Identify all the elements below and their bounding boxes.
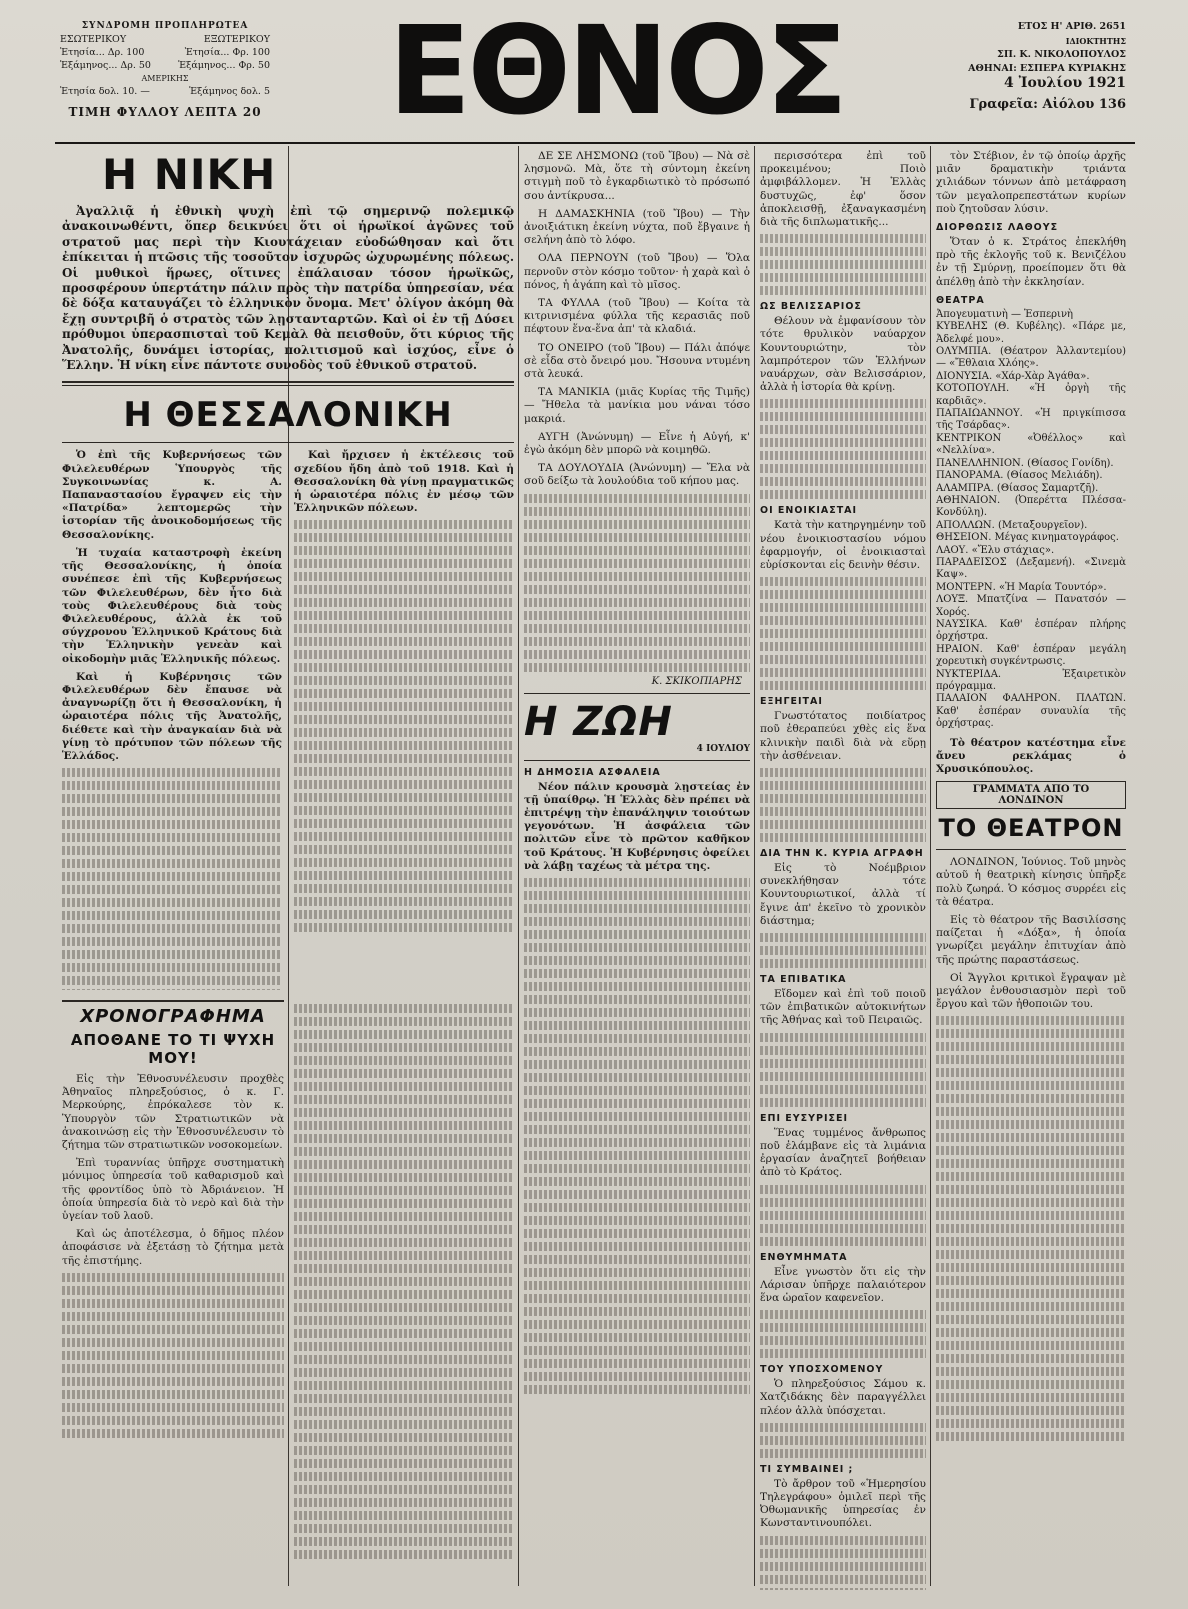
- owner-label: ΙΔΙΟΚΤΗΤΗΣ: [1065, 36, 1126, 46]
- theatre-listing: ΚΟΤΟΠΟΥΛΗ. «Ἡ ὀργὴ τῆς καρδιᾶς».: [936, 383, 1126, 407]
- section-heading: ΤΙ ΣΥΜΒΑΙΝΕΙ ;: [760, 1463, 854, 1475]
- city-line: ΑΘΗΝΑΙ: ΕΣΠΕΡΑ ΚΥΡΙΑΚΗΣ: [968, 63, 1126, 74]
- lead-articles: [62, 150, 514, 990]
- london-letters-label: ΓΡΑΜΜΑΤΑ ΑΠΟ ΤΟ ΛΟΝΔΙΝΟΝ: [936, 781, 1126, 809]
- theatre-listing: ΟΛΥΜΠΙΑ. (Θέατρον Ἀλλαντεμίου) — «Ἔθλαια Χλόης».: [936, 346, 1126, 370]
- thessaloniki-paragraph: Ἡ τυχαία καταστροφὴ ἐκείνη τῆς Θεσσαλονίκης, ἡ ὁποία συνέπεσε ἐπὶ τῆς Κυβερνήσεως τῶν Φιλελευθέρων, δὲν ἦτο διὰ τοὺς Φιλελευθέρους διὰ τοὺς Φιλελευθέρους, ἀλλὰ ἐκ τοῦ σύγχρονου Ἑλληνικοῦ Κράτους διὰ τὴν Ἑλληνικὴν γενεὰν καὶ οἰκοδομὴν μιᾶς Ἑλληνικῆς πόλεως.: [62, 546, 282, 665]
- article-paragraph: Εἶνε γνωστὸν ὅτι εἰς τὴν Λάρισαν ὑπῆρχε παλαιότερον ἕνα ὡραῖον καφενεῖον.: [760, 1265, 926, 1304]
- illegible-text: [524, 494, 750, 672]
- theatre-listing: ΠΑΝΕΛΛΗΝΙΟΝ. (Θίασος Γονίδη).: [936, 457, 1114, 469]
- nike-article: Ἀγαλλιᾷ ἡ ἐθνικὴ ψυχὴ ἐπὶ τῷ σημερινῷ πολεμικῷ ἀνακοινωθέντι, ὅπερ δεικνύει ὅτι οἱ ἡρωϊκοί ἀγῶνες τοῦ στρατοῦ μας περὶ τὴν Κιουτάχειαν εὐοδώθησαν καὶ ὅτι ἐπίκειται ἡ πτῶσις τῆς τοσοῦτον ἰσχυρῶς ὠχυρωμένης πόλεως. Οἱ μυθικοὶ ἥρωες, οἵτινες ἐπάλαισαν τόσον ἡρωϊκῶς, προσφέρουν ὑπερτάτην πάλιν πρὸς τὴν πατρίδα ὑπηρεσίαν, νέα δὲ δόξα καταυγάζει τὸ ἑλληνικὸν ὄνομα. Μετ' ὀλίγον ἀκόμη θὰ ἔχῃ συντριβῆ ὁ στρατὸς τῶν λῃστανταρτῶν. Καὶ οἱ ἐν τῇ Δύσει πρόθυμοι ὑπερασπισταὶ τοῦ Κεμὰλ θὰ πεισθοῦν, ὅτι κύριος τῆς Ἀνατολῆς, δυνάμει ἱστορίας, πολιτισμοῦ καὶ ἰσχύος, εἶνε ὁ Ἕλλην. Ἡ νίκη εἶνε πάντοτε συνοδὸς τοῦ ἐθνικοῦ στρατοῦ.: [62, 204, 514, 373]
- article-paragraph: Εἰς τὸ Νοέμβριον συνεκλήθησαν τότε Κουντουριωτικοί, ἀλλὰ τί ἔγινε ἀπ' ἐκεῖνο τὸ χρονικὸν διάστημα;: [760, 862, 926, 927]
- interior-label: ΕΣΩΤΕΡΙΚΟΥ: [60, 34, 127, 45]
- poem: ΤΑ ΜΑΝΙΚΙΑ (μιᾶς Κυρίας τῆς Τιμῆς) — Ἤθελα τὰ μανίκια μου νάναι τόσο μακριά.: [524, 386, 750, 425]
- illegible-text: [294, 520, 514, 932]
- exterior-label: ΕΞΩΤΕΡΙΚΟΥ: [203, 34, 270, 45]
- theatre-listing: ΗΡΑΙΟΝ. Καθ' ἑσπέραν μεγάλη χορευτικὴ συγκέντρωσις.: [936, 643, 1126, 668]
- zoi-article: Νέον πάλιν κρουσμὰ λῃστείας ἐν τῇ ὑπαίθρῳ. Ἡ Ἑλλὰς δὲν πρέπει νὰ ἐπιτρέψῃ τὴν ἐπανάληψιν τοιούτων γεγονότων. Ἡ ἀσφάλεια τῶν πολιτῶν εἶνε τὸ πρῶτον καθῆκον τοῦ Κράτους. Ἡ Κυβέρνησις ὀφείλει νὰ λάβῃ ταχέως τὰ μέτρα της.: [524, 780, 750, 872]
- masthead-area: [0, 0, 1188, 150]
- illegible-text: [294, 1004, 514, 1559]
- article-paragraph: Ἕνας τυμμένος ἄνθρωπος ποῦ ἐλάμβανε εἰς τὰ λιμάνια ἐργασίαν ἀναζητεῖ βοήθειαν ἀπὸ τὸ Κράτος.: [760, 1126, 926, 1179]
- theatre-listing: ΑΛΑΜΠΡΑ. (Θίασος Σαμαρτζῆ).: [936, 482, 1099, 494]
- theatre-listing: ΘΗΣΕΙΟΝ. Μέγας κινηματογράφος.: [936, 532, 1119, 544]
- london-theatre-headline: ΤΟ ΘΕΑΤΡΟΝ: [938, 814, 1124, 843]
- rate-row: Ἐτησία δολ. 10. — Ἑξάμηνος δολ. 5: [60, 86, 270, 97]
- theatres-list: [936, 309, 1126, 731]
- office-address: Γραφεῖα: Αἰόλου 136: [969, 97, 1126, 112]
- poem: ΑΥΓΗ (Ἀνώνυμη) — Εἶνε ἡ Αὐγή, κ' ἐγὼ ἀκόμη δὲν μπορῶ νὰ κοιμηθῶ.: [524, 430, 750, 457]
- poem: ΤΑ ΔΟΥΛΟΥΔΙΑ (Ἀνώνυμη) — Ἔλα νὰ σοῦ δείξω τὰ λουλούδια τοῦ κήπου μας.: [524, 462, 750, 488]
- thessaloniki-paragraph: Καὶ ἡ Κυβέρνησις τῶν Φιλελευθέρων δὲν ἔπαυσε νὰ ἀναγνωρίζῃ ὅτι ἡ Θεσσαλονίκη, ἡ ὡραιοτέρα πόλις τῆς Ἀνατολῆς, διέθετε καὶ τὴν ἀναγκαίαν διὰ νὰ γίνῃ τὸ πρότυπον τῶν πόλεων τῆς Ἑλλάδος.: [62, 670, 282, 762]
- section-heading: ΤΑ ΕΠΙΒΑΤΙΚΑ: [760, 974, 847, 986]
- column-3: [524, 150, 750, 1590]
- zoi-subheading: Η ΔΗΜΟΣΙΑ ΑΣΦΑΛΕΙΑ: [524, 766, 661, 778]
- illegible-text: [936, 1016, 1126, 1441]
- article-paragraph: Ὅταν ὁ κ. Στράτος ἐπεκλήθη πρὸ τῆς ἐκλογῆς τοῦ κ. Βενιζέλου ἐν τῇ Σμύρνῃ, προείπομεν ὅτι θὰ ἀπέλθῃ ἀπὸ τὴν ἐκκλησίαν.: [936, 236, 1126, 288]
- column-1-lower: [62, 1000, 284, 1600]
- article-paragraph: περισσότερα ἐπὶ τοῦ προκειμένου; Ποιὸ ἀμφιβάλλομεν. Ἡ Ἑλλὰς δυστυχῶς, ἐφ' ὅσον ἀποκλεισθῇ, ἐξαναγκασμένη διὰ τῆς διπλωματικῆς...: [760, 150, 926, 229]
- masthead-title: ΕΘΝΟΣ: [388, 0, 845, 142]
- chronografima-paragraph: Καὶ ὡς ἀποτέλεσμα, ὁ δῆμος πλέον ἀποφάσισε νὰ ἐξετάσῃ τὸ ζήτημα μετὰ τῆς ἐπιστήμης.: [62, 1228, 284, 1267]
- section-heading: ΕΝΘΥΜΗΜΑΤΑ: [760, 1251, 848, 1263]
- theatre-listing: ΑΠΟΛΛΩΝ. (Μεταξουργεῖον).: [936, 519, 1088, 531]
- illegible-text: [62, 768, 282, 990]
- section-heading: ΕΠΙ ΕΥΣΥΡΙΣΕΙ: [760, 1112, 849, 1124]
- article-paragraph: Γνωστότατος ποιδίατρος ποῦ ἐθεραπεύει χθὲς εἰς ἕνα κλινικὴν παιδὶ διὰ νὰ εὕρῃ τὴν ἀσθένειαν.: [760, 710, 926, 762]
- poem: ΟΛΑ ΠΕΡΝΟΥΝ (τοῦ Ἴβου) — Ὅλα περνοῦν στὸν κόσμο τοῦτον· ἡ χαρὰ καὶ ὁ πόνος, ἡ ἀγάπη καὶ τὸ μῖσος.: [524, 252, 750, 291]
- article-paragraph: Τὸ ἄρθρον τοῦ «Ἡμερησίου Τηλεγράφου» ὁμιλεῖ περὶ τῆς Ὀθωμανικῆς ὑπηρεσίας ἐν Κωνσταντινουπόλει.: [760, 1477, 926, 1530]
- theatre-listing: ΚΥΒΕΛΗΣ (Θ. Κυβέλης). «Πάρε με, Ἀδελφέ μου».: [936, 321, 1126, 345]
- column-rule: [518, 146, 519, 1586]
- chronografima-paragraph: Εἰς τὴν Ἐθνοσυνέλευσιν προχθὲς Ἀθηναῖος πληρεξούσιος, ὁ κ. Γ. Μερκούρης, ἐπρόκαλεσε τὸν κ. Ὑπουργὸν τῶν Στρατιωτικῶν νὰ ἀνακοινώσῃ εἰς τὴν Ἐθνοσυνέλευσιν τὸ ζήτημα τῶν στρατιωτικῶν νοσοκομείων.: [62, 1073, 284, 1152]
- chronografima-heading: ΧΡΟΝΟΓΡΑΦΗΜΑ: [62, 1000, 284, 1027]
- thessaloniki-paragraph: Καὶ ἤρχισεν ἡ ἐκτέλεσις τοῦ σχεδίου ἤδη ἀπὸ τοῦ 1918. Καὶ ἡ Θεσσαλονίκη θὰ γίνῃ πραγματικῶς ἡ ὡραιοτέρα πόλις ἐν μέσῳ τῶν Ἑλληνικῶν πόλεων.: [294, 449, 514, 515]
- london-paragraph: ΛΟΝΔΙΝΟΝ, Ἰούνιος. Τοῦ μηνὸς αὐτοῦ ἡ θεατρικὴ κίνησις ὑπῆρξε πολὺ ζωηρά. Ὁ κόσμος συρρέει εἰς τὰ θέατρα.: [936, 856, 1126, 908]
- theatre-listing: Ἀπογευματινὴ — Ἑσπερινὴ: [936, 308, 1074, 320]
- chronografima-subheading: ΑΠΟΘΑΝΕ ΤΟ ΤΙ ΨΥΧΗ ΜΟΥ!: [70, 1031, 276, 1067]
- america-label: ΑΜΕΡΙΚΗΣ: [141, 74, 189, 83]
- theatre-listing: ΠΑΝΟΡΑΜΑ. (Θίασος Μελιάδη).: [936, 470, 1103, 482]
- theatre-listing: ΑΘΗΝΑΙΟΝ. (Ὀπερέττα Πλέσσα-Κονδύλη).: [936, 494, 1126, 519]
- poem: ΔΕ ΣΕ ΛΗΣΜΟΝΩ (τοῦ Ἴβου) — Νὰ σὲ λησμονῶ. Μὰ, ὅτε τὴ σύντομη ἐκείνη στιγμὴ ποῦ τὸ ἐγκαρδιωτικὸ τὸ πρόσωπό σου ἀντίκρυσα...: [524, 150, 750, 202]
- header-rule: [55, 142, 1135, 144]
- section-heading: ΔΙΑ ΤΗΝ Κ. ΚΥΡΙΑ ΑΓΡΑΦΗ: [760, 848, 924, 860]
- zoi-headline: Η ΖΩΗ: [524, 698, 673, 745]
- london-paragraph: Οἱ Ἄγγλοι κριτικοὶ ἔγραψαν μὲ μεγάλον ἐνθουσιασμὸν περὶ τοῦ ἔργου καὶ τῶν ἠθοποιῶν του.: [936, 971, 1126, 1011]
- theatre-listing: ΛΑΟΥ. «Ἔλυ στάχιας».: [936, 544, 1055, 556]
- theatre-listing: ΛΟΥΞ. Μπατζίνα — Πανατσόν — Χορός.: [936, 594, 1126, 618]
- rate-row: Ἐτησία... Δρ. 100 Ἐτησία... Φρ. 100: [60, 47, 270, 58]
- theatres-note: Τὸ θέατρον κατέστημα εἶνε ἄνευ ρεκλάμας ὁ Χρυσικόπουλος.: [936, 736, 1126, 776]
- correction-heading: ΔΙΟΡΘΩΣΙΣ ΛΑΘΟΥΣ: [936, 222, 1059, 234]
- poems-signature: Κ. ΣΚΙΚΟΠΙΑΡΗΣ: [651, 675, 742, 687]
- theatre-listing: ΠΑΛΑΙΟΝ ΦΑΛΗΡΟΝ. ΠΛΑΤΩΝ. Καθ' ἑσπέραν συναυλία τῆς ὀρχήστρας.: [936, 693, 1126, 730]
- thessaloniki-paragraph: Ὁ ἐπὶ τῆς Κυβερνήσεως τῶν Φιλελευθέρων Ὑπουργὸς τῆς Συγκοινωνίας κ. Α. Παπαναστασίου ἔγραψεν εἰς τὴν «Πατρίδα» λεπτομερῶς τὴν ἱστορίαν τῆς ἀνοικοδομήσεως τῆς Θεσσαλονίκης.: [62, 449, 282, 541]
- column-2-lower: [294, 1000, 514, 1600]
- theatre-listing: ΠΑΡΑΔΕΙΣΟΣ (Δεξαμενή). «Σινεμὰ Καψ».: [936, 556, 1126, 581]
- article-paragraph: Θέλουν νὰ ἐμφανίσουν τὸν τότε θρυλικὸν ναύαρχον Κουντουριώτην, τὸν λαμπρότερον τῶν Ἑλλήνων ναυάρχων, σὰν Βελισσάριον, ἀλλὰ ἡ ἱστορία θὰ κρίνῃ.: [760, 315, 926, 394]
- poem: ΤΑ ΦΥΛΛΑ (τοῦ Ἴβου) — Κοίτα τὰ κιτρινισμένα φύλλα τῆς κερασιᾶς ποῦ πέφτουν ἕνα-ἕνα ἀπ' τὰ κλαδιά.: [524, 297, 750, 336]
- theatre-listing: ΝΥΚΤΕΡΙΔΑ. Ἐξαιρετικὸν πρόγραμμα.: [936, 668, 1126, 693]
- chronografima-paragraph: Ἐπὶ τυραννίας ὑπῆρχε συστηματικὴ μόνιμος ὑπηρεσία τοῦ καθαρισμοῦ καὶ τῆς φροντίδος ὑπὸ τὸ Ἀδριάνειον. Ἡ ὁποία ὑπηρεσία διὰ τὸ νερὸ καὶ διὰ τὴν ὑγείαν τοῦ λαοῦ.: [62, 1157, 284, 1223]
- poem: ΤΟ ΟΝΕΙΡΟ (τοῦ Ἴβου) — Πάλι ἀπόψε σὲ εἶδα στὸ ὄνειρό μου. Ἤσουνα ντυμένη στὰ λευκά.: [524, 341, 750, 381]
- illegible-text: [524, 878, 750, 1394]
- section-heading: ΤΟΥ ΥΠΟΣΧΟΜΕΝΟΥ: [760, 1364, 884, 1376]
- poem: Η ΔΑΜΑΣΚΗΝΙΑ (τοῦ Ἴβου) — Τὴν ἀνοιξιάτικη ἐκείνη νύχτα, ποῦ ἔβγαινε ἡ σελήνη ἀπὸ τὸ λόφο.: [524, 207, 750, 247]
- section-heading: ΩΣ ΒΕΛΙΣΣΑΡΙΟΣ: [760, 301, 862, 313]
- illegible-text: [62, 1273, 284, 1438]
- theatre-listing: ΚΕΝΤΡΙΚΟΝ «Ὀθέλλος» καὶ «Νελλίνα».: [936, 432, 1126, 457]
- year-number: ΕΤΟΣ Η' ΑΡΙΘ. 2651: [1017, 21, 1126, 32]
- subscription-box: [60, 20, 270, 119]
- theatre-listing: ΔΙΟΝΥΣΙΑ. «Χάρ-Χὰρ Ἀγάθα».: [936, 370, 1090, 382]
- issue-price: ΤΙΜΗ ΦΥΛΛΟΥ ΛΕΠΤΑ 20: [68, 105, 262, 119]
- column-rule: [754, 146, 755, 1586]
- section-heading: ΟΙ ΕΝΟΙΚΙΑΣΤΑΙ: [760, 505, 858, 517]
- article-paragraph: Κατὰ τὴν κατηργημένην τοῦ νέου ἐνοικιοστασίου νόμου ἐφαρμογήν, οἱ ἐνοικιασταὶ εὑρίσκονται εἰς δεινὴν θέσιν.: [760, 519, 926, 572]
- london-paragraph: Εἰς τὸ θέατρον τῆς Βασιλίσσης παίζεται ἡ «Δόξα», ἡ ὁποία γνωρίζει μεγάλην ἐπιτυχίαν ἀπὸ τῆς πρώτης παραστάσεως.: [936, 914, 1126, 966]
- section-heading: ΕΞΗΓΕΙΤΑΙ: [760, 696, 823, 708]
- zoi-date: 4 ΙΟΥΛΙΟΥ: [696, 743, 750, 754]
- column-5: [936, 150, 1126, 1590]
- issue-date: 4 Ἰουλίου 1921: [1004, 75, 1126, 91]
- column-4: [760, 150, 926, 1590]
- owner-name: ΣΠ. Κ. ΝΙΚΟΛΟΠΟΥΛΟΣ: [997, 49, 1126, 60]
- article-paragraph: Εἴδομεν καὶ ἐπὶ τοῦ ποιοῦ τῶν ἐπιβατικῶν αὐτοκινήτων τῆς Ἀθήνας καὶ τοῦ Πειραιῶς.: [760, 988, 926, 1027]
- subscription-title: ΣΥΝΔΡΟΜΗ ΠΡΟΠΛΗΡΩΤΕΑ: [81, 21, 249, 31]
- nike-headline: Η ΝΙΚΗ: [102, 150, 277, 199]
- thessaloniki-headline: Η ΘΕΣΣΑΛΟΝΙΚΗ: [123, 395, 453, 436]
- theatre-listing: ΝΑΥΣΙΚΑ. Καθ' ἑσπέραν πλήρης ὀρχήστρα.: [936, 618, 1126, 643]
- theatres-heading: ΘΕΑΤΡΑ: [936, 294, 985, 306]
- article-paragraph: Ὁ πληρεξούσιος Σάμου κ. Χατζιδάκης δὲν παραγγέλλει πλέον ἀλλὰ ὑπόσχεται.: [760, 1378, 926, 1417]
- theatre-listing: ΜΟΝΤΕΡΝ. «Ἡ Μαρία Τουντόρ».: [936, 581, 1107, 593]
- article-paragraph: τὸν Στέβιον, ἐν τῷ ὁποίῳ ἀρχῆς μιᾶν δραματικὴν τριάντα χιλιάδων τόννων ἀπὸ μετάφραση τῶν μεγαλοπρεπεστάτων κυρίων ποὺ ζητοῦσαν λύσιν.: [936, 150, 1126, 215]
- publisher-box: [896, 20, 1126, 112]
- theatre-listing: ΠΑΠΑΙΩΑΝΝΟΥ. «Ἡ πριγκίπισσα τῆς Τσάρδας».: [936, 408, 1126, 432]
- rate-row: Ἑξάμηνος... Δρ. 50 Ἑξάμηνος... Φρ. 50: [60, 60, 270, 71]
- section-divider: [62, 381, 514, 386]
- column-rule: [930, 146, 931, 1586]
